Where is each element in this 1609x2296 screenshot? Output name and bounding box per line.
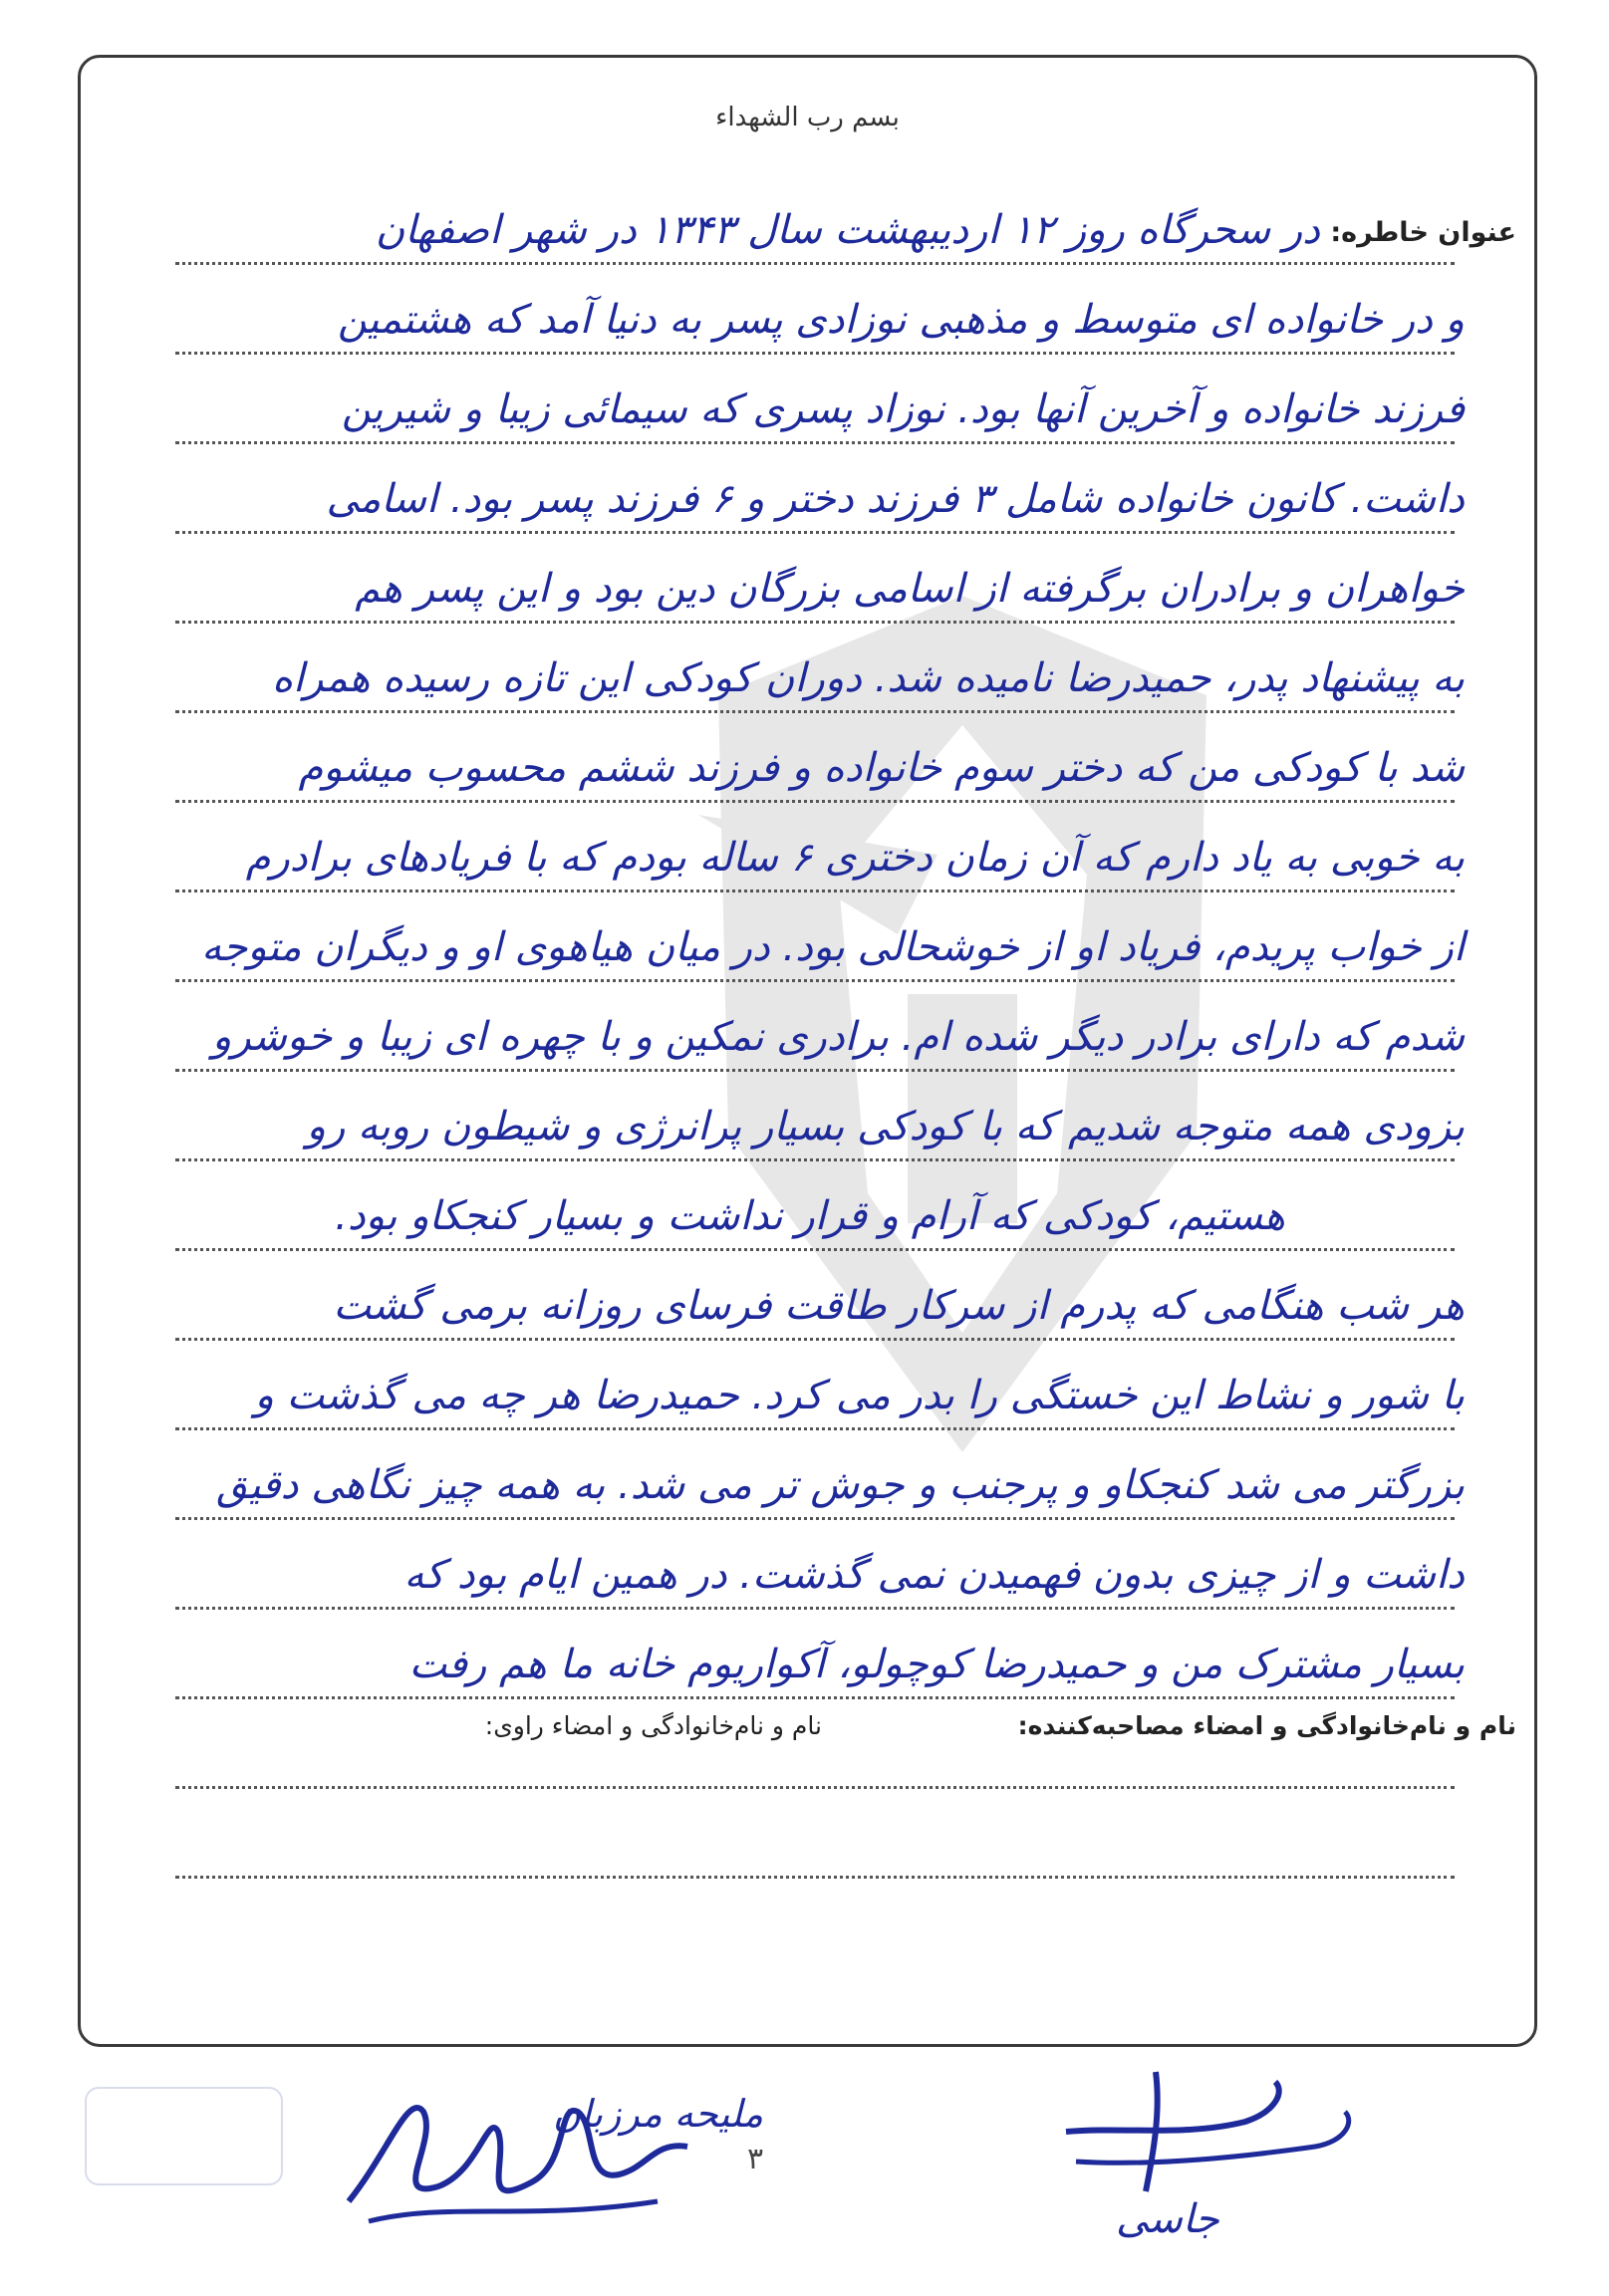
ruled-line [175, 1069, 1455, 1072]
ruled-line [175, 710, 1455, 713]
handwritten-line: در سحرگاه روز ۱۲ اردیبهشت سال ۱۳۴۳ در شهر اصفهان [375, 207, 1320, 253]
handwritten-line: بزودی همه متوجه شدیم که با کودکی بسیار پرانرژی و شیطون روبه رو [306, 1104, 1465, 1149]
narrator-signature [329, 2052, 707, 2266]
ruled-line [175, 1696, 1455, 1699]
handwritten-line: داشت و از چیزی بدون فهمیدن نمی گذشت. در همین ایام بود که [403, 1552, 1465, 1598]
ruled-line [175, 1607, 1455, 1610]
narrator-signature-label: نام و نام‌خانوادگی و امضاء راوی: [484, 1711, 822, 1740]
handwritten-line: به پیشنهاد پدر، حمیدرضا نامیده شد. دوران کودکی این تازه رسیده همراه [272, 655, 1465, 701]
ruled-line [175, 1338, 1455, 1341]
memoir-form-sheet [78, 55, 1537, 2047]
handwritten-line: بزرگتر می شد کنجکاو و پرجنب و جوش تر می شد. به همه چیز نگاهی دقیق [216, 1462, 1465, 1508]
interviewer-signature-name: جاسی [1116, 2196, 1219, 2242]
ruled-line [175, 621, 1455, 624]
handwritten-line: به خوبی به یاد دارم که آن زمان دختری ۶ ساله بودم که با فریادهای برادرم [245, 835, 1465, 881]
ruled-line [175, 441, 1455, 444]
handwritten-line: هر شب هنگامی که پدرم از سرکار طاقت فرسای روزانه برمی گشت [333, 1283, 1465, 1329]
ruled-line [175, 1876, 1455, 1879]
handwritten-line: بسیار مشترک من و حمیدرضا کوچولو، آکواریوم خانه ما هم رفت [408, 1642, 1465, 1687]
handwritten-line: با شور و نشاط این خستگی را بدر می کرد. حمیدرضا هر چه می گذشت و [254, 1373, 1465, 1418]
handwritten-line: و در خانواده ای متوسط و مذهبی نوزادی پسر به دنیا آمد که هشتمین [337, 297, 1465, 343]
handwritten-line: فرزند خانواده و آخرین آنها بود. نوزاد پسری که سیمائی زیبا و شیرین [341, 386, 1465, 432]
memory-title-label: عنوان خاطره: [1330, 217, 1516, 248]
ruled-line [175, 1248, 1455, 1251]
handwritten-line: هستیم، کودکی که آرام و قرار نداشت و بسیار کنجکاو بود. [335, 1193, 1285, 1239]
ruled-line [175, 800, 1455, 803]
page-header-title: بسم رب الشهداء [715, 103, 900, 132]
narrator-signature-name: ملیحه مرزبان [553, 2092, 764, 2136]
ruled-line [175, 1786, 1455, 1789]
ruled-line [175, 262, 1455, 265]
page-number: ۳ [747, 2142, 764, 2176]
handwritten-line: داشت. کانون خانواده شامل ۳ فرزند دختر و ۶ فرزند پسر بود. اسامی [326, 476, 1465, 522]
ruled-line [175, 890, 1455, 893]
handwritten-line: شد با کودکی من که دختر سوم خانواده و فرزند ششم محسوب میشوم [298, 745, 1465, 791]
ruled-line [175, 531, 1455, 534]
interviewer-signature-label: نام و نام‌خانوادگی و امضاء مصاحبه‌کننده: [1017, 1711, 1516, 1740]
ruled-line [175, 1158, 1455, 1161]
handwritten-line: شدم که دارای برادر دیگر شده ام. برادری نمکین و با چهره ای زیبا و خوشرو [212, 1014, 1465, 1060]
faded-stamp [85, 2087, 283, 2185]
ruled-line [175, 1517, 1455, 1520]
ruled-line [175, 352, 1455, 355]
ruled-line [175, 1427, 1455, 1430]
ruled-line [175, 979, 1455, 982]
handwritten-line: از خواب پریدم، فریاد او از خوشحالی بود. در میان هیاهوی او و دیگران متوجه [201, 924, 1465, 970]
handwritten-line: خواهران و برادران برگرفته از اسامی بزرگان دین بود و این پسر هم [355, 566, 1465, 612]
